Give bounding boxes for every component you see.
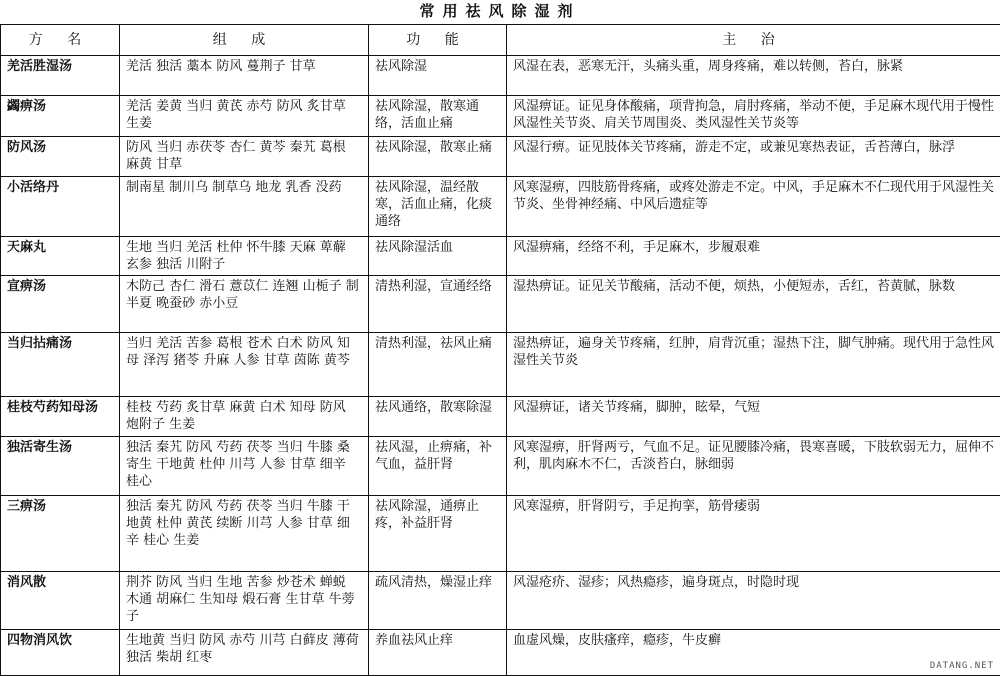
header-function: 功 能: [369, 25, 507, 56]
formula-composition: 生地黄 当归 防风 赤芍 川芎 白藓皮 薄荷 独活 柴胡 红枣: [120, 630, 369, 676]
formula-function: 祛风湿，止痹痛，补气血，益肝肾: [369, 437, 507, 496]
formula-indication: 血虚风燥，皮肤瘙痒，瘾疹，牛皮癣: [507, 630, 1000, 676]
formula-function: 祛风除湿: [369, 56, 507, 96]
page-title: 常用祛风除湿剂: [0, 0, 1000, 24]
table-row: [1, 96, 1000, 137]
formula-indication: 风寒湿痹，肝肾两亏，气血不足。证见腰膝冷痛，畏寒喜暖，下肢软弱无力，屈伸不利，肌肉麻木不仁，舌淡苔白，脉细弱: [507, 437, 1000, 496]
table-row: [1, 397, 1000, 437]
formula-name: 当归拈痛汤: [1, 333, 120, 397]
formula-function: 祛风除湿，散寒止痛: [369, 137, 507, 177]
table-row: [1, 630, 1000, 676]
formula-name: 天麻丸: [1, 237, 120, 276]
formula-composition: 生地 当归 羌活 杜仲 怀牛膝 天麻 萆薢 玄参 独活 川附子: [120, 237, 369, 276]
formula-indication: 风寒湿痹，四肢筋骨疼痛，或疼处游走不定。中风，手足麻木不仁现代用于风湿性关节炎、坐骨神经痛、中风后遗症等: [507, 177, 1000, 237]
formula-name: 蠲痹汤: [1, 96, 120, 137]
formula-composition: 荆芥 防风 当归 生地 苦参 炒苍术 蝉蜕 木通 胡麻仁 生知母 煅石膏 生甘草 牛蒡子: [120, 572, 369, 630]
table-row: [1, 437, 1000, 496]
formula-name: 消风散: [1, 572, 120, 630]
formula-composition: 防风 当归 赤茯苓 杏仁 黄芩 秦艽 葛根 麻黄 甘草: [120, 137, 369, 177]
formula-composition: 羌活 独活 藁本 防风 蔓荆子 甘草: [120, 56, 369, 96]
formula-indication: 风湿行痹。证见肢体关节疼痛，游走不定，或兼见寒热表证，舌苔薄白，脉浮: [507, 137, 1000, 177]
formula-composition: 当归 羌活 苦参 葛根 苍术 白术 防风 知母 泽泻 猪苓 升麻 人参 甘草 茵陈 黄芩: [120, 333, 369, 397]
table-row: [1, 276, 1000, 333]
table-row: [1, 137, 1000, 177]
formula-indication: 风湿痹痛，经络不利，手足麻木，步履艰难: [507, 237, 1000, 276]
formula-name: 三痹汤: [1, 496, 120, 572]
formula-name: 桂枝芍药知母汤: [1, 397, 120, 437]
table-row: [1, 177, 1000, 237]
formula-function: 养血祛风止痒: [369, 630, 507, 676]
formula-function: 祛风通络，散寒除湿: [369, 397, 507, 437]
formula-function: 祛风除湿，通痹止疼，补益肝肾: [369, 496, 507, 572]
formula-composition: 羌活 姜黄 当归 黄芪 赤芍 防风 炙甘草 生姜: [120, 96, 369, 137]
header-row: [1, 25, 1000, 56]
formula-indication: 风湿痹证，诸关节疼痛，脚肿，眩晕，气短: [507, 397, 1000, 437]
formula-composition: 桂枝 芍药 炙甘草 麻黄 白术 知母 防风 炮附子 生姜: [120, 397, 369, 437]
formula-name: 防风汤: [1, 137, 120, 177]
formula-indication: 风湿在表，恶寒无汗，头痛头重，周身疼痛，难以转侧，苔白，脉紧: [507, 56, 1000, 96]
formula-function: 疏风清热，燥湿止痒: [369, 572, 507, 630]
prescription-table: [0, 24, 1000, 676]
watermark: DATANG.NET: [930, 661, 994, 671]
formula-composition: 制南星 制川乌 制草乌 地龙 乳香 没药: [120, 177, 369, 237]
table-row: [1, 56, 1000, 96]
header-indication: 主 治: [507, 25, 1000, 56]
formula-function: 清热利湿，祛风止痛: [369, 333, 507, 397]
formula-name: 羌活胜湿汤: [1, 56, 120, 96]
formula-function: 祛风除湿活血: [369, 237, 507, 276]
formula-name: 小活络丹: [1, 177, 120, 237]
formula-indication: 风湿痹证。证见身体酸痛，项背拘急，肩肘疼痛，举动不便，手足麻木现代用于慢性风湿性关节炎、肩关节周围炎、类风湿性关节炎等: [507, 96, 1000, 137]
formula-indication: 湿热痹证。证见关节酸痛，活动不便，烦热，小便短赤，舌红，苔黄腻，脉数: [507, 276, 1000, 333]
formula-name: 宣痹汤: [1, 276, 120, 333]
formula-indication: 风湿疮疥、湿疹；风热瘾疹，遍身斑点，时隐时现: [507, 572, 1000, 630]
table-row: [1, 237, 1000, 276]
formula-function: 清热利湿，宣通经络: [369, 276, 507, 333]
formula-indication: 风寒湿痹，肝肾阴亏，手足拘挛，筋骨痿弱: [507, 496, 1000, 572]
table-row: [1, 333, 1000, 397]
formula-name: 四物消风饮: [1, 630, 120, 676]
formula-function: 祛风除湿，温经散寒，活血止痛，化痰通络: [369, 177, 507, 237]
formula-indication: 湿热痹证，遍身关节疼痛，红肿，肩背沉重；湿热下注，脚气肿痛。现代用于急性风湿性关节炎: [507, 333, 1000, 397]
table-row: [1, 572, 1000, 630]
formula-name: 独活寄生汤: [1, 437, 120, 496]
formula-function: 祛风除湿，散寒通络，活血止痛: [369, 96, 507, 137]
formula-composition: 木防己 杏仁 滑石 薏苡仁 连翘 山栀子 制半夏 晚蚕砂 赤小豆: [120, 276, 369, 333]
table-row: [1, 496, 1000, 572]
header-composition: 组 成: [120, 25, 369, 56]
header-name: 方 名: [1, 25, 120, 56]
formula-composition: 独活 秦艽 防风 芍药 茯苓 当归 牛膝 干地黄 杜仲 黄芪 续断 川芎 人参 甘草 细辛 桂心 生姜: [120, 496, 369, 572]
formula-composition: 独活 秦艽 防风 芍药 茯苓 当归 牛膝 桑寄生 干地黄 杜仲 川芎 人参 甘草 细辛 桂心: [120, 437, 369, 496]
